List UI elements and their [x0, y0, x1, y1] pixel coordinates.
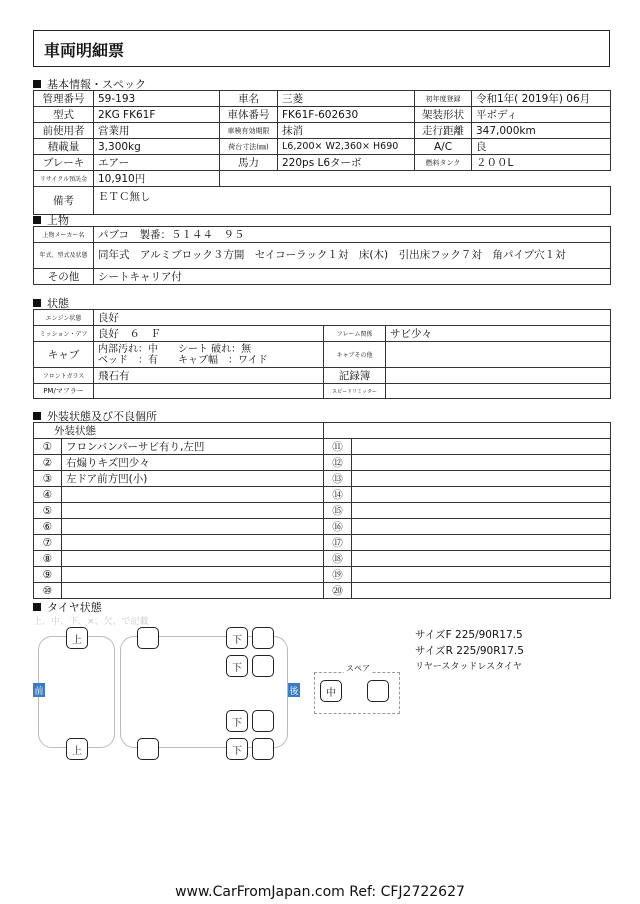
section-condition-label: 状態 [47, 297, 69, 310]
exterior-right-text [352, 551, 611, 567]
tire-rear-left-inner-1: 下 [226, 627, 248, 649]
exterior-left-text [62, 503, 324, 519]
exterior-row [34, 535, 611, 551]
square-bullet-icon [33, 412, 41, 420]
exterior-table [33, 422, 611, 599]
engine-value: 良好 [94, 310, 611, 326]
square-bullet-icon [33, 80, 41, 88]
frame-value: サビ少々 [386, 326, 611, 342]
tire-mid-right [137, 738, 159, 760]
exterior-row [34, 519, 611, 535]
power-label: 馬力 [220, 155, 278, 171]
exterior-right-num: ⑫ [324, 455, 352, 471]
exterior-right-text [352, 487, 611, 503]
bed-size-label: 荷台寸法(㎜) [220, 139, 278, 155]
limiter-label: スピードリミッター [324, 384, 386, 399]
exterior-header: 外装状態 [34, 423, 324, 439]
exterior-right-num: ⑭ [324, 487, 352, 503]
fuel-label: 燃料タンク [415, 155, 472, 171]
exterior-left-num: ② [34, 455, 62, 471]
exterior-row [34, 551, 611, 567]
inspection-value: 抹消 [278, 123, 415, 139]
exterior-left-num: ④ [34, 487, 62, 503]
glass-label: フロントガラス [34, 368, 94, 384]
ac-label: A/C [415, 139, 472, 155]
model-label: 型式 [34, 107, 94, 123]
body-other-label: その他 [34, 269, 94, 285]
tire-size-front: サイズF 225/90R17.5 [415, 629, 523, 641]
footer-reference: www.CarFromJapan.com Ref: CFJ2722627 [175, 884, 465, 900]
body-type-value: 平ボディ [472, 107, 611, 123]
body-other-value: シートキャリア付 [94, 269, 611, 285]
exterior-right-text [352, 471, 611, 487]
exterior-right-num: ⑲ [324, 567, 352, 583]
exterior-row [34, 583, 611, 599]
exterior-right-num: ⑳ [324, 583, 352, 599]
body-spec-value: 同年式 アルミブロック３方開 セイコーラック１対 床(木) 引出床フック７対 角パイプ穴１対 [94, 243, 611, 269]
remarks-value: ＥＴＣ無し [94, 187, 611, 215]
tire-rear-left-inner-2: 下 [226, 655, 248, 677]
exterior-row [34, 487, 611, 503]
tire-rear-right-inner-2: 下 [226, 738, 248, 760]
condition-table [33, 309, 611, 399]
chassis-value: FK61F-602630 [278, 107, 415, 123]
exterior-row [34, 471, 611, 487]
exterior-right-text [352, 583, 611, 599]
rear-marker: 後 [288, 683, 300, 697]
square-bullet-icon [33, 603, 41, 611]
section-tire-heading [33, 599, 102, 615]
first-reg-value: 令和1年( 2019年) 06月 [472, 91, 611, 107]
record-label: 記録簿 [324, 368, 386, 384]
section-basic-label: 基本情報・スペック [47, 78, 146, 91]
section-body-label: 上物 [47, 214, 69, 227]
tire-legend: 上、中、下、×、欠、で記載 [33, 617, 149, 627]
brake-value: エアー [94, 155, 220, 171]
body-spec-label: 年式、型式及状態 [34, 243, 94, 269]
prev-user-value: 営業用 [94, 123, 220, 139]
exterior-right-num: ⑯ [324, 519, 352, 535]
tire-front-left: 上 [66, 627, 88, 649]
ac-value: 良 [472, 139, 611, 155]
exterior-left-num: ⑤ [34, 503, 62, 519]
exterior-left-num: ⑦ [34, 535, 62, 551]
limiter-value [386, 384, 611, 399]
cab-label: キャブ [34, 342, 94, 368]
tire-size-rear: サイズR 225/90R17.5 [415, 645, 524, 657]
cab-outline [38, 636, 115, 748]
exterior-right-num: ⑮ [324, 503, 352, 519]
recycle-value: 10,910円 [94, 171, 220, 187]
mission-value: 良好 ６ Ｆ [94, 326, 324, 342]
exterior-left-text [62, 551, 324, 567]
model-value: 2KG FK61F [94, 107, 220, 123]
cab-line-1: 内部汚れ：中 シート 破れ：無 [98, 343, 252, 355]
remarks-label: 備考 [34, 187, 94, 215]
tire-rear-left-outer-1 [252, 627, 274, 649]
body-maker-value: パブコ 製番：５１４４ ９５ [94, 227, 611, 243]
exterior-row [34, 439, 611, 455]
tire-mid-left [137, 627, 159, 649]
fuel-value: ２００L [472, 155, 611, 171]
exterior-left-text [62, 535, 324, 551]
exterior-left-text [62, 567, 324, 583]
body-type-label: 架装形状 [415, 107, 472, 123]
capacity-label: 積載量 [34, 139, 94, 155]
exterior-right-text [352, 439, 611, 455]
exterior-left-text: 右煽りキズ凹少々 [62, 455, 324, 471]
exterior-right-text [352, 519, 611, 535]
mission-label: ミッション・デフ [34, 326, 94, 342]
mgmt-no-value: 59-193 [94, 91, 220, 107]
muffler-label: PM/マフラー [34, 384, 94, 399]
prev-user-label: 前使用者 [34, 123, 94, 139]
mileage-label: 走行距離 [415, 123, 472, 139]
exterior-left-text: 左ドア前方凹(小) [62, 471, 324, 487]
exterior-left-num: ⑥ [34, 519, 62, 535]
mgmt-no-label: 管理番号 [34, 91, 94, 107]
exterior-row [34, 455, 611, 471]
maker-label: 車名 [220, 91, 278, 107]
maker-value: 三菱 [278, 91, 415, 107]
exterior-right-text [352, 503, 611, 519]
exterior-right-text [352, 567, 611, 583]
exterior-right-text [352, 535, 611, 551]
body-maker-label: 上物メーカー名 [34, 227, 94, 243]
exterior-right-num: ⑱ [324, 551, 352, 567]
exterior-left-num: ⑧ [34, 551, 62, 567]
exterior-left-num: ⑨ [34, 567, 62, 583]
exterior-left-num: ⑩ [34, 583, 62, 599]
exterior-left-text [62, 487, 324, 503]
inspection-label: 車検有効期限 [220, 123, 278, 139]
exterior-right-text [352, 455, 611, 471]
tire-note: リヤースタッドレスタイヤ [415, 662, 522, 672]
document-title: 車両明細票 [44, 41, 125, 60]
tire-front-right: 上 [66, 738, 88, 760]
cab-other-label: キャブその他 [324, 342, 386, 368]
exterior-row [34, 503, 611, 519]
title-box [33, 30, 610, 67]
section-exterior-label: 外装状態及び不良個所 [47, 410, 157, 423]
power-value: 220ps L6ターボ [278, 155, 415, 171]
cab-other-value [386, 342, 611, 368]
cab-line-2: ベッド ：有 キャブ幅 ：ワイド [98, 354, 268, 366]
recycle-label: リサイクル預託金 [34, 171, 94, 187]
exterior-right-num: ⑪ [324, 439, 352, 455]
exterior-left-text [62, 519, 324, 535]
bed-size-value: L6,200× W2,360× H690 [278, 139, 415, 155]
square-bullet-icon [33, 216, 41, 224]
exterior-left-num: ① [34, 439, 62, 455]
chassis-label: 車体番号 [220, 107, 278, 123]
capacity-value: 3,300kg [94, 139, 220, 155]
exterior-left-text [62, 583, 324, 599]
basic-spec-table [33, 90, 611, 215]
record-value [386, 368, 611, 384]
exterior-right-num: ⑬ [324, 471, 352, 487]
spare-label: スペア [346, 664, 370, 673]
front-marker: 前 [33, 683, 45, 697]
tire-rear-right-outer-2 [252, 738, 274, 760]
spare-tire-1: 中 [320, 680, 342, 702]
exterior-row [34, 567, 611, 583]
square-bullet-icon [33, 299, 41, 307]
engine-label: エンジン状態 [34, 310, 94, 326]
brake-label: ブレーキ [34, 155, 94, 171]
first-reg-label: 初年度登録 [415, 91, 472, 107]
section-tire-label: タイヤ状態 [47, 601, 102, 614]
body-table [33, 226, 611, 285]
tire-rear-right-inner-1: 下 [226, 710, 248, 732]
exterior-right-num: ⑰ [324, 535, 352, 551]
tire-rear-left-outer-2 [252, 655, 274, 677]
tire-rear-right-outer-1 [252, 710, 274, 732]
glass-value: 飛石有 [94, 368, 324, 384]
muffler-value [94, 384, 324, 399]
mileage-value: 347,000km [472, 123, 611, 139]
frame-label: フレーム関係 [324, 326, 386, 342]
exterior-left-text: フロンバンパーサビ有り,左凹 [62, 439, 324, 455]
spare-tire-2 [367, 680, 389, 702]
exterior-left-num: ③ [34, 471, 62, 487]
